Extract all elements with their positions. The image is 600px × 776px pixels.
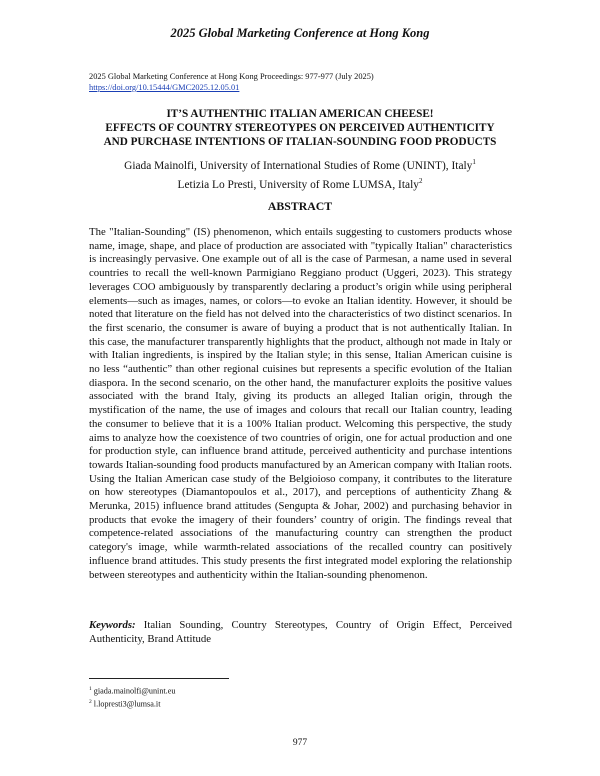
footnote	[89, 684, 175, 697]
footnote-divider	[89, 678, 229, 679]
author-affiliation: Letizia Lo Presti, University of Rome LUMSA, Italy	[177, 178, 419, 191]
keywords-section	[89, 618, 512, 646]
title-line: IT’S AUTHENTHIC ITALIAN AMERICAN CHEESE!	[166, 108, 434, 120]
abstract-heading: ABSTRACT	[267, 199, 333, 213]
page-number: 977	[292, 738, 308, 748]
doi-link[interactable]: https://doi.org/10.15444/GMC2025.12.05.01	[89, 83, 240, 92]
proceedings-info	[89, 71, 374, 93]
title-line: AND PURCHASE INTENTIONS OF ITALIAN-SOUNDING FOOD PRODUCTS	[103, 136, 497, 149]
footnote-mark: 1	[89, 686, 92, 692]
footnote-marker[interactable]: 1	[472, 158, 476, 166]
footnote-email: l.lopresti3@lumsa.it	[91, 699, 161, 709]
abstract-body: The "Italian-Sounding" (IS) phenomenon, which entails suggesting to customers products whose name, image, shape, and place of production are associated with "typically Italian" characteristics is increasingly pervasive. One example out of all is the case of Parmesan, a name used in several countries to recall the well-known Parmigiano Reggiano product (Uggeri, 2023). This strategy leverages COO ambiguously by transparently declaring a product’s origin while using peripheral elements—such as images, names, or colors—to evoke an Italian identity. However, it should be noted that literature on the field has not delved into the characteristics of two distinct scenarios. In the first scenario, the consumer is aware of buying a product that is not authentically Italian. In this case, the manufacturer transparently highlights that the product, although not made in Italy or with Italian ingredients, is inspired by the Italian style; in this sense, Italian American cuisine is no less “authentic” than other regional cuisines but represents a specific evolution of the Italian diaspora. In the second scenario, on the other hand, the manufacturer exploits the positive values associated with the brand Italy, giving its products an alleged Italian origin, through the mystification of the name, the use of images and colours that recall our Italian country, leading the consumer to believe that it is a 100% Italian product. Welcoming this perspective, the study aims to analyze how the coexistence of two countries of origin, one for actual production and one for production style, can influence brand attitude, perceived authenticity and purchase intentions towards Italian-sounding food products manufactured by an American company with Italian roots. Using the Italian American case study of the Belgioioso company, it contributes to the literature on how stereotypes (Diamantopoulos et al., 2017), and perceptions of authenticity Zhang & Merunka, 2015) influence brand attitudes (Sengupta & Johar, 2002) and purchasing behavior in products that evoke the imagery of their founders’ country of origin. The findings reveal that competence-related associations of the manufacturing country can strengthen the product category's image, while warmth-related associations of the recalled country can positively influence brand attitudes. This study presents the first integrated model exploring the relationship between stereotypes and authenticity within the Italian-sounding phenomenon.	[89, 226, 512, 581]
footnote	[89, 697, 175, 710]
author-affiliation: Giada Mainolfi, University of International Studies of Rome (UNINT), Italy	[124, 159, 473, 172]
running-header: 2025 Global Marketing Conference at Hong Kong	[170, 26, 430, 40]
footnote-marker[interactable]: 2	[418, 176, 423, 185]
proceedings-citation: 2025 Global Marketing Conference at Hong Kong Proceedings: 977-977 (July 2025)	[89, 72, 374, 81]
author-list	[40, 155, 560, 193]
keywords-label: Keywords:	[89, 619, 136, 631]
keywords-text: Italian Sounding, Country Stereotypes, Country of Origin Effect, Perceived Authenticity, Brand Attitude	[89, 619, 512, 645]
footnotes	[89, 684, 175, 709]
footnote-mark: 2	[89, 698, 92, 705]
paper-title	[60, 107, 540, 150]
footnote-email: giada.mainolfi@unint.eu	[91, 686, 176, 696]
author-entry	[40, 155, 560, 174]
title-line: EFFECTS OF COUNTRY STEREOTYPES ON PERCEIVED AUTHENTICITY	[105, 122, 495, 135]
author-entry	[40, 174, 560, 193]
